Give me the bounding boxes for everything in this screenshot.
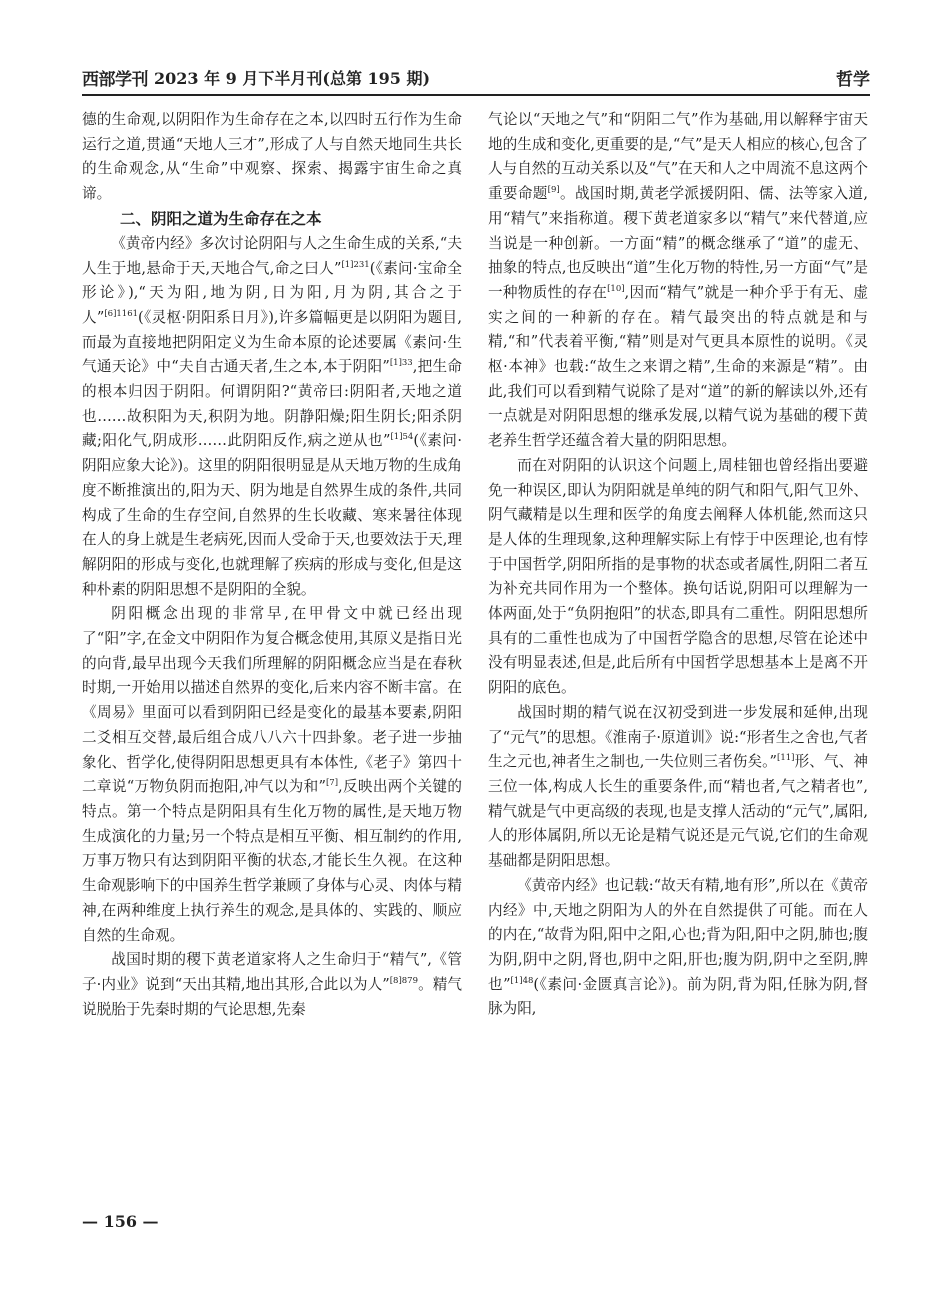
text-run: (《素问·金匮真言论》)。前为阴,背为阳,任脉为阴,督脉为阳, (488, 975, 868, 1018)
paragraph (488, 108, 868, 454)
citation: [1]33 (389, 358, 413, 369)
section-label: 哲学 (836, 70, 870, 90)
paragraph (82, 232, 462, 603)
paragraph: 而在对阴阳的认识这个问题上,周桂钿也曾经指出要避免一种误区,即认为阴阳就是单纯的阴气和阳气,阳气卫外、阴气藏精是以生理和医学的角度去阐释人体机能,然而这只是人体的生理现象,这种理解实际上有悖于中医理论,也有悖于中国哲学,阴阳所指的是事物的状态或者属性,阴阳二者互为补充共同作用为一个整体。换句话说,阴阳可以理解为一体两面,处于“负阴抱阳”的状态,即具有二重性。阴阳思想所具有的二重性也成为了中国哲学隐含的思想,尽管在论述中没有明显表述,但是,此后所有中国哲学思想基本上是离不开阴阳的底色。 (488, 456, 868, 697)
left-column (82, 108, 462, 1022)
citation: [10] (607, 284, 625, 295)
text-run: 战国时期的稷下黄老道家将人之生命归于“精气”,《管子·内业》说到“天出其精,地出其形,合此以为人” (82, 951, 462, 993)
text-run: 阴阳概念出现的非常早,在甲骨文中就已经出现了“阳”字,在金文中阴阳作为复合概念使用,其原义是指日光的向背,最早出现今天我们所理解的阴阳概念应当是在春秋时期,一开始用以描述自然界的变化,后来内容不断丰富。在《周易》里面可以看到阴阳已经是变化的最基本要素,阴阳二爻相互交替,最后组合成八八六十四卦象。老子进一步抽象化、哲学化,使得阴阳思想更具有本体性,《老子》第四十二章说“万物负阴而抱阳,冲气以为和” (82, 605, 462, 796)
paragraph (82, 602, 462, 948)
page-number: — 156 — (82, 1212, 159, 1231)
paragraph: 德的生命观,以阴阳作为生命存在之本,以四时五行作为生命运行之道,贯通“天地人三才”,形成了人与自然天地同生共长的生命观念,从“生命”中观察、探索、揭露宇宙生命之真谛。 (82, 111, 462, 203)
paragraph (488, 701, 868, 874)
citation: [7] (325, 778, 339, 789)
text-run: ,因而“精气”就是一种介乎于有无、虚实之间的一种新的存在。精气最突出的特点就是和与精,“和”代表着平衡,“精”则是对气更具本原性的说明。《灵枢·本神》也载:“故生之来谓之精”,生命的来源是“精”。由此,我们可以看到精气说除了是对“道”的新的解读以外,还有一点就是对阴阳思想的继承发展,以精气说为基础的稷下黄老养生哲学还蕴含着大量的阴阳思想。 (488, 283, 868, 450)
text-run: 《黄帝内经》也记载:“故天有精,地有形”,所以在《黄帝内经》中,天地之阴阳为人的外在自然提供了可能。而在人的内在,“故背为阳,阳中之阳,心也;背为阳,阳中之阴,肺也;腹为阴,阴中之阴,肾也,阴中之阳,肝也;腹为阴,阴中之至阴,脾也” (488, 876, 868, 993)
text-run: 气论以“天地之气”和“阴阳二气”作为基础,用以解释宇宙天地的生成和变化,更重要的是,“气”是天人相应的核心,包含了人与自然的互动关系以及“气”在天和人之中周流不息这两个重要命题 (488, 111, 868, 203)
citation: [9] (547, 185, 560, 196)
right-column (488, 108, 868, 1022)
text-run: (《素问·宝命全形论》),“天为阳,地为阴,日为阳,月为阴,其合之于人” (82, 259, 462, 326)
text-run: 。战国时期,黄老学派援阴阳、儒、法等家入道,用“精气”来指称道。稷下黄老道家多以“精气”来代替道,应当说是一种创新。一方面“精”的概念继承了“道”的虚无、抽象的特点,也反映出“道”生化万物的特性,另一方面“气”是一种物质性的存在 (488, 185, 868, 301)
journal-issue: 2023 年 9 月下半月刊(总第 195 期) (154, 69, 431, 88)
paragraph (82, 948, 462, 1022)
running-header (82, 62, 870, 92)
text-run: ,把生命的根本归因于阴阳。何谓阴阳?“黄帝曰:阴阳者,天地之道也……故积阳为天,积阴为地。阴静阳燥;阳生阴长;阳杀阴藏;阳化气,阴成形……此阴阳反作,病之逆从也” (82, 358, 463, 450)
citation: [1]48 (510, 975, 534, 986)
text-run: (《素问·阴阳应象大论》)。这里的阴阳很明显是从天地万物的生成角度不断推演出的,阳为天、阴为地是自然界生成的条件,共同构成了生命的生存空间,自然界的生长收藏、寒来暑往体现在人的身上就是生老病死,因而人受命于天,也要效法于天,理解阴阳的形成与变化,也就理解了疾病的形成与变化,但是这种朴素的阴阳思想不是阴阳的全貌。 (82, 432, 462, 598)
citation: [1]231 (341, 259, 370, 270)
citation: [8]879 (389, 976, 418, 987)
paragraph (488, 874, 868, 1022)
text-run: 。精气说脱胎于先秦时期的气论思想,先秦 (82, 975, 462, 1018)
text-run: ,反映出两个关键的特点。第一个特点是阴阳具有生化万物的属性,是天地万物生成演化的力量;另一个特点是相互平衡、相互制约的作用,万事万物只有达到阴阳平衡的状态,才能长生久视。在这种生命观影响下的中国养生哲学兼顾了身体与心灵、肉体与精神,在两种维度上执行养生的观念,是具体的、实践的、顺应自然的生命观。 (82, 778, 463, 944)
text-run: (《灵枢·阴阳系日月》),许多篇幅更是以阴阳为题目,而最为直接地把阴阳定义为生命本原的论述要属《素问·生气通天论》中“夫自古通天者,生之本,本于阴阳” (82, 308, 462, 376)
text-run: 形、气、神三位一体,构成人长生的重要条件,而“精也者,气之精者也”,精气就是气中更高级的表现,也是支撑人活动的“元气”,属阳,人的形体属阴,所以无论是精气说还是元气说,它们的生命观基础都是阴阳思想。 (488, 753, 868, 870)
text-run: 《黄帝内经》多次讨论阴阳与人之生命生成的关系,“夫人生于地,悬命于天,天地合气,命之曰人” (82, 234, 462, 277)
section-heading: 二、阴阳之道为生命存在之本 (120, 209, 322, 228)
citation: [6]1161 (104, 309, 139, 320)
text-run: 战国时期的精气说在汉初受到进一步发展和延伸,出现了“元气”的思想。《淮南子·原道训》说:“形者生之舍也,气者生之元也,神者生之制也,一失位则三者伤矣。” (488, 703, 868, 771)
citation: [1]54 (390, 432, 414, 443)
citation: [11] (777, 753, 795, 764)
header-rule (82, 94, 870, 96)
journal-name-logo: 西部学刊 (82, 70, 148, 90)
